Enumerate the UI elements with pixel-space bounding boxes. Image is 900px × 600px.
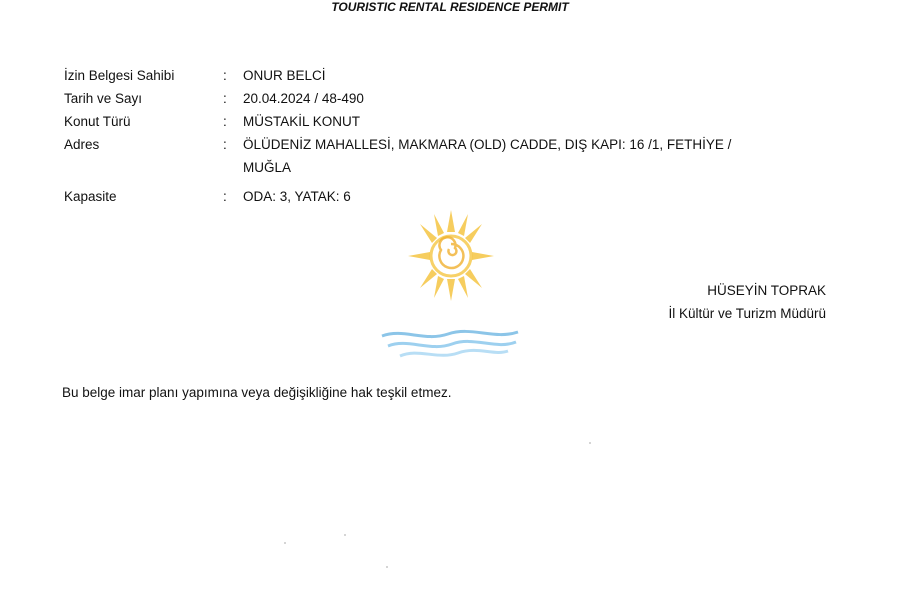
field-value: ONUR BELCİ [243,68,326,83]
field-label: Adres [64,137,100,152]
field-row-address [64,133,844,179]
field-row-capacity [64,185,844,208]
signature-block [600,279,826,325]
legal-note: Bu belge imar planı yapımına veya değişikliğine hak teşkil etmez. [62,385,452,400]
field-value: 20.04.2024 / 48-490 [243,91,364,106]
document-title: TOURISTIC RENTAL RESIDENCE PERMIT [331,0,569,14]
field-separator: : [223,91,227,106]
field-value [243,133,844,179]
field-label: Kapasite [64,189,117,204]
scan-speck [284,542,286,544]
field-row-permit-holder [64,64,844,87]
field-label: İzin Belgesi Sahibi [64,68,175,83]
field-row-date-number [64,87,844,110]
field-row-residence-type [64,110,844,133]
sea-waves-icon [378,326,522,362]
signatory-title: İl Kültür ve Turizm Müdürü [668,306,826,321]
field-label: Konut Türü [64,114,131,129]
field-value: ODA: 3, YATAK: 6 [243,189,351,204]
permit-fields [64,64,844,208]
field-separator: : [223,189,227,204]
field-label: Tarih ve Sayı [64,91,143,106]
address-line-2: MUĞLA [243,160,292,175]
field-separator: : [223,114,227,129]
address-line-1: ÖLÜDENİZ MAHALLESİ, MAKMARA (OLD) CADDE, DIŞ KAPI: 16 /1, FETHİYE / [243,137,732,152]
scan-speck [386,566,388,568]
scan-speck [589,442,591,444]
sun-spiral-icon [406,208,496,303]
field-separator: : [223,137,227,152]
scan-speck [344,534,346,536]
field-separator: : [223,68,227,83]
signatory-name: HÜSEYİN TOPRAK [707,283,826,298]
field-value: MÜSTAKİL KONUT [243,114,361,129]
